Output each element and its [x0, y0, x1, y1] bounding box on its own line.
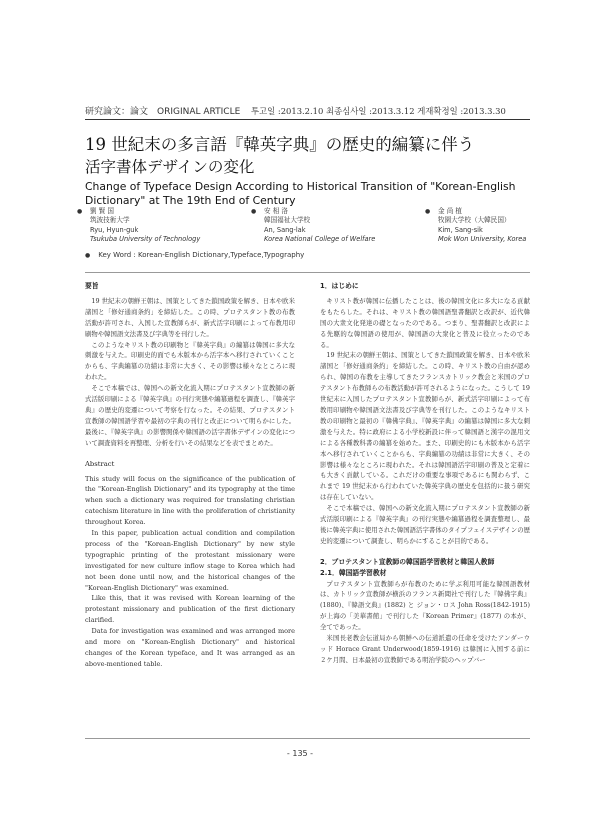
- author-affiliation-en: Mok Won University, Korea: [438, 234, 527, 243]
- section21-heading: 2.1．韓国語学習教材: [320, 568, 387, 577]
- author-affiliation-ja: 牧園大学校（大韓民国）: [438, 216, 511, 225]
- title-japanese-line2: 活字書体デザインの変化: [85, 158, 255, 176]
- footer-divider: [85, 738, 530, 739]
- author-affiliation-en: Korea National College of Welfare: [264, 234, 376, 243]
- author-bullet-icon: ●: [77, 208, 83, 215]
- abstract-ja-heading: 要旨: [85, 282, 99, 290]
- section2-heading: 2．プロテスタント宣教師の韓国語学習教材と韓国人教師: [320, 557, 495, 566]
- author-name-ja: 劉 賢 国: [90, 207, 114, 215]
- abstract-en-paragraph: In this paper, publication actual condition and compilation process of the "Korean-English Dictionary" by new style typographic printing of the protestant missionary were investigated for new culture inflow stage to Korea which had not been done until now, and the historical changes of the "Korean-English Dictionary" was examined.: [85, 529, 295, 592]
- author-name-ja: 安 相 洛: [264, 207, 288, 215]
- right-column: [320, 281, 530, 666]
- author-bullet-icon: ●: [251, 208, 257, 215]
- page-number: - 135 -: [286, 749, 314, 758]
- author-affiliation-ja: 筑波技術大学: [90, 216, 130, 225]
- author-affiliation-en: Tsukuba University of Technology: [90, 234, 201, 243]
- title-english: Change of Typeface Design According to Historical Transition of "Korean-English Dictionary" at The 19th End of Century: [85, 180, 516, 207]
- keywords: [85, 251, 304, 259]
- keywords-text: Key Word : Korean-English Dictionary,Typeface,Typography: [98, 251, 305, 259]
- abstract-en-paragraph: Like this, that it was revised with Korean learning of the protestant missionary and publication of the first dictionary clarified.: [85, 594, 295, 625]
- left-column: [85, 281, 295, 670]
- keyword-bullet-icon: ●: [85, 252, 91, 259]
- author-name-ja: 金 尚 植: [438, 207, 462, 215]
- section1-paragraph: キリスト教が韓国に伝播したことは、後の韓国文化に多大になる貢献をもたらした。それは、キリスト教の韓国語聖書翻訳と改訳が、近代韓国の大衆文化発達の礎となったのである。つまり、聖書翻訳と改訳による先駆的な韓国語の使用が、韓国語の大衆化と普及に役立ったのである。: [320, 296, 530, 349]
- author-block: [251, 207, 376, 244]
- section21-paragraph: プロテスタント宣教師らが布教のために学ぶ利用可能な韓国語教材は、カトリック宣教師が横浜のフランス新聞社で刊行した『韓佛字典』(1880)、『韓語文典』(1882) と ジョン・ロス John Ross(1842-1915) が上海の「美華書館」で刊行した『Korean Primer』(1877) の本が、全てであった。: [320, 579, 530, 632]
- keywords-divider: [85, 272, 530, 273]
- section1-paragraph: 19 世紀末の朝鮮王朝は、国策としてきた鎖国政策を解き、日本や欧米諸国と「修好通商条約」を締結した。この時、キリスト教の自由が認められ、韓国の布教を主導してきたフランスカトリック教会と米国のプロテスタント布教師らの布教活動が許可されるようになった。こうして 19 世紀末に入国したプロテスタント宣教師らが、新式活字印刷によって布教用印刷物や韓国語文法書及び字典等を刊行した。このようなキリスト教の印刷物と最初の『韓佛字典』、『韓英字典』の編纂は韓国に多大な刺激を与えた。特に政府による小学校新設に伴って韓国語と漢字の混用文による各種教科書の編纂を始めた。また、印刷史的にも木版本から活字本へ移行されていくことからも、字典編纂の功績は非常に大きく、その影響は様々なところに現われた。それは韓国語活字印刷の普及と定着にも大きく貢献している。これだけの重要な事項であるにも関わらず、これまで 19 世紀末から行われていた韓英字典の歴史を包括的に扱う研究は存在していない。: [320, 351, 530, 502]
- abstract-en-heading: Abstract: [85, 459, 115, 468]
- running-header: [85, 104, 525, 118]
- author-block: [425, 207, 527, 244]
- abstract-en-paragraph: Data for investigation was examined and was arranged more and more on "Korean-English Dictionary" and historical changes of the Korean typeface, and It was arranged as an above-mentioned table.: [85, 627, 295, 668]
- submission-dates: 투고일 :2013.2.10 최종심사일 :2013.3.12 게재확정일 :2013.3.30: [250, 106, 506, 116]
- title-japanese-line1: 19 世紀末の多言語『韓英字典』の歴史的編纂に伴う: [85, 135, 475, 154]
- section1-heading: 1．はじめに: [320, 282, 359, 290]
- article-category: 研究論文：論文 ORIGINAL ARTICLE: [85, 107, 241, 117]
- author-bullet-icon: ●: [425, 208, 431, 215]
- author-block: [77, 207, 201, 244]
- abstract-ja-paragraph: このようなキリスト教の印刷物と『韓英字典』の編纂は韓国に多大な刺激を与えた。印刷史的面でも木版本から活字本へ移行されていくことからも、字典編纂の功績は非常に大きく、その影響は様々なところに現われた。: [85, 340, 295, 382]
- abstract-ja-paragraph: そこで本稿では、韓国への新文化流入期にプロテスタント宣教師の新式活版印刷による『韓英字典』の刊行実態や編纂過程を調査し、『韓英字典』の歴史的変遷について考察を行なった。その結果、プロテスタント宣教師の韓国語学習や最初の字典の刊行と改正について明らかにした。最後に、『韓英字典』の影響関係や韓国語の活字書体デザインの変化について調査資料を再整理、分析を行いその結果などを表でまとめた。: [85, 384, 295, 447]
- abstract-ja-paragraph: 19 世紀末の朝鮮王朝は、国策としてきた鎖国政策を解き、日本や欧米諸国と「修好通商条約」を締結した。この時、プロテスタント教の布教活動が許可され、入国した宣教師らが、新式活字印刷によって布教用印刷物や韓国語文法書及び字典等を刊行した。: [85, 296, 295, 338]
- author-name-en: Ryu, Hyun-guk: [90, 225, 139, 234]
- section1-paragraph: そこで本稿では、韓国への新文化流入期にプロテスタント宣教師の新式活版印刷による『韓英字典』の刊行実態や編纂過程を調査整理し、最後に韓英字典に使用された韓国語活字書体のタイプフェイスデザインの歴史的変遷について調査し、明らかにすることが目的である。: [320, 504, 530, 545]
- author-affiliation-ja: 韓国福祉大学校: [264, 216, 311, 225]
- header-divider: [85, 119, 530, 120]
- abstract-en-paragraph: This study will focus on the significance of the publication of the "Korean-English Dictionary" and its typography at the time when such a dictionary was required for translating christian catechism literature in line with the proliferation of christianity throughout Korea.: [85, 474, 295, 527]
- author-name-en: An, Sang-lak: [264, 225, 306, 234]
- author-name-en: Kim, Sang-sik: [438, 225, 483, 234]
- section21-paragraph: 米国長老教会伝道局から朝鮮への伝道派遣の任命を受けたアンダーウッド Horace Grant Underwood(1859-1916) は韓国に入国する前に２ケ月間、日本最初の宣教師である明治学院のヘップバー: [320, 634, 530, 664]
